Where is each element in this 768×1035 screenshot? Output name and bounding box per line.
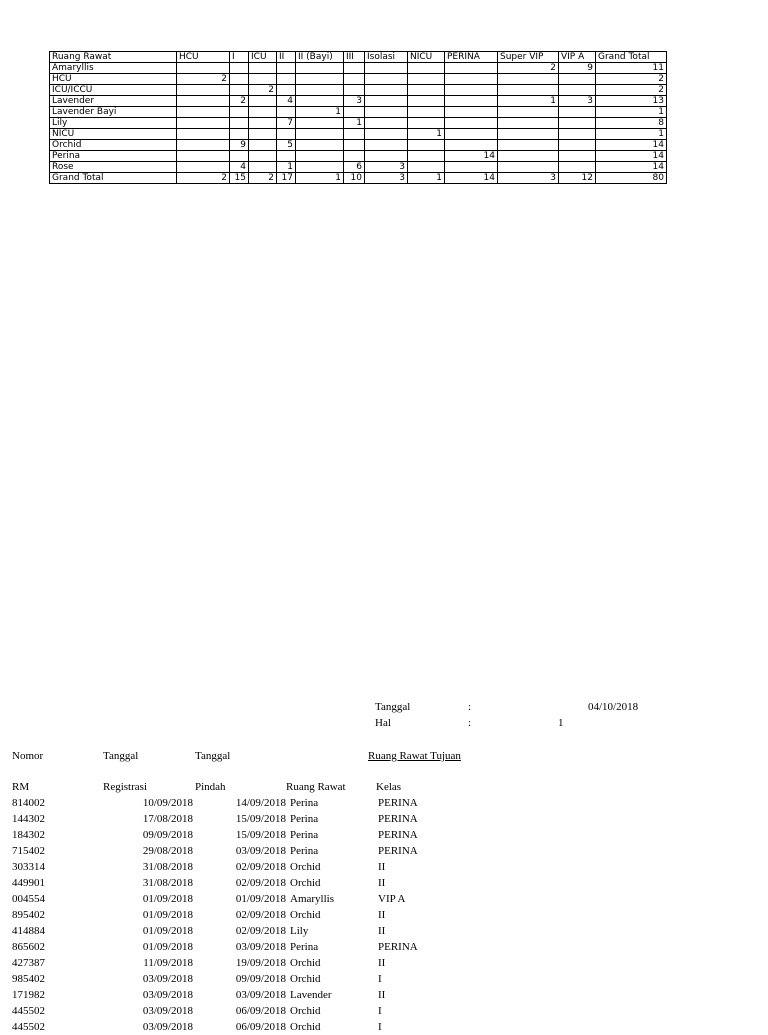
pivot-cell [230, 118, 249, 129]
registration-row [12, 971, 498, 987]
registration-row [12, 859, 498, 875]
registrasi-cell: 11/09/2018 [143, 957, 193, 969]
pivot-cell [344, 85, 365, 96]
pivot-cell [344, 129, 365, 140]
hal-value: 1 [558, 717, 564, 729]
pivot-cell: 11 [596, 63, 667, 74]
rm-cell: 814002 [12, 797, 45, 809]
pivot-cell [408, 96, 445, 107]
ruang-rawat-cell: Amaryllis [290, 893, 334, 905]
hal-colon: : [468, 717, 472, 729]
pivot-cell [296, 118, 344, 129]
pivot-cell [559, 107, 596, 118]
col-header-kelas: Kelas [376, 781, 402, 793]
pivot-cell: 13 [596, 96, 667, 107]
pivot-cell [277, 129, 296, 140]
pivot-cell: 1 [596, 129, 667, 140]
registration-row [12, 987, 498, 1003]
pivot-cell [498, 118, 559, 129]
rm-cell: 303314 [12, 861, 45, 873]
pivot-cell: 9 [559, 63, 596, 74]
pivot-cell [277, 63, 296, 74]
pivot-cell [344, 74, 365, 85]
pivot-cell [177, 129, 230, 140]
pivot-cell [445, 162, 498, 173]
pivot-cell [365, 107, 408, 118]
pivot-cell [498, 162, 559, 173]
pivot-cell: 1 [408, 173, 445, 184]
pivot-cell: 2 [230, 96, 249, 107]
pivot-cell [445, 118, 498, 129]
pivot-cell [498, 129, 559, 140]
pivot-cell [296, 96, 344, 107]
kelas-cell: II [378, 861, 386, 873]
pivot-cell: 2 [177, 74, 230, 85]
rm-cell: 171982 [12, 989, 45, 1001]
pivot-cell [445, 74, 498, 85]
pivot-cell [296, 74, 344, 85]
pivot-cell [249, 129, 277, 140]
pivot-cell [344, 63, 365, 74]
pivot-cell [365, 129, 408, 140]
pivot-cell [296, 129, 344, 140]
pivot-cell: 9 [230, 140, 249, 151]
pivot-cell [559, 162, 596, 173]
pivot-cell [296, 85, 344, 96]
pivot-cell [230, 85, 249, 96]
registration-row [12, 891, 498, 907]
registrasi-cell: 10/09/2018 [142, 797, 193, 809]
pindah-cell: 03/09/2018 [235, 989, 286, 1001]
rm-cell: 985402 [12, 973, 45, 985]
rm-cell: 445502 [12, 1005, 45, 1017]
col-header-ruang-tujuan: Ruang Rawat Tujuan [368, 750, 461, 762]
pivot-cell: 17 [277, 173, 296, 184]
ruang-rawat-cell: Perina [290, 813, 319, 825]
pivot-cell: 1 [596, 107, 667, 118]
kelas-cell: I [378, 1005, 382, 1017]
pivot-cell: 15 [230, 173, 249, 184]
pivot-cell: 2 [249, 173, 277, 184]
pivot-cell [408, 63, 445, 74]
registrasi-cell: 29/08/2018 [142, 845, 193, 857]
pivot-cell [365, 63, 408, 74]
pivot-cell [277, 74, 296, 85]
pindah-cell: 19/09/2018 [235, 957, 286, 969]
pindah-cell: 06/09/2018 [235, 1021, 286, 1033]
kelas-cell: I [378, 973, 382, 985]
pivot-cell [177, 96, 230, 107]
pivot-cell [296, 140, 344, 151]
pivot-cell: 5 [277, 140, 296, 151]
pindah-cell: 03/09/2018 [235, 941, 286, 953]
registrasi-cell: 01/09/2018 [142, 893, 193, 905]
pivot-cell: 3 [344, 96, 365, 107]
rm-cell: 004554 [12, 893, 45, 905]
pivot-cell: 2 [249, 85, 277, 96]
pivot-cell [445, 140, 498, 151]
registration-row [12, 843, 498, 859]
registration-row [12, 907, 498, 923]
registrasi-cell: 31/08/2018 [142, 861, 193, 873]
pivot-cell [177, 63, 230, 74]
pivot-row-label: Rose [50, 162, 177, 173]
pivot-cell [177, 85, 230, 96]
pivot-cell: 1 [296, 107, 344, 118]
pivot-cell [445, 107, 498, 118]
rm-cell: 184302 [12, 829, 45, 841]
ruang-rawat-cell: Orchid [290, 1021, 321, 1033]
pivot-cell: 10 [344, 173, 365, 184]
pindah-cell: 03/09/2018 [235, 845, 286, 857]
pindah-cell: 15/09/2018 [235, 829, 286, 841]
pivot-cell [408, 162, 445, 173]
col-header-pindah: Pindah [195, 781, 226, 793]
pivot-header-cell: II (Bayi) [296, 52, 344, 63]
pivot-cell [365, 151, 408, 162]
pivot-cell [230, 74, 249, 85]
pivot-cell [365, 140, 408, 151]
kelas-cell: II [378, 909, 386, 921]
pivot-header-cell: Isolasi [365, 52, 408, 63]
pivot-cell: 3 [498, 173, 559, 184]
registration-row [12, 875, 498, 891]
pivot-cell: 14 [596, 162, 667, 173]
rm-cell: 449901 [12, 877, 45, 889]
kelas-cell: PERINA [378, 797, 418, 809]
pivot-cell [445, 129, 498, 140]
pivot-row-label: Amaryllis [50, 63, 177, 74]
pivot-cell [344, 107, 365, 118]
registration-row [12, 939, 498, 955]
pivot-cell: 14 [445, 173, 498, 184]
pivot-cell [498, 140, 559, 151]
pivot-cell [249, 162, 277, 173]
pivot-cell: 2 [177, 173, 230, 184]
kelas-cell: PERINA [378, 813, 418, 825]
pivot-cell: 14 [596, 151, 667, 162]
pivot-row [50, 63, 667, 74]
registrasi-cell: 01/09/2018 [142, 941, 193, 953]
pivot-cell: 2 [498, 63, 559, 74]
pivot-cell: 14 [445, 151, 498, 162]
pivot-cell: 2 [596, 85, 667, 96]
pivot-row-label: ICU/ICCU [50, 85, 177, 96]
registration-row [12, 827, 498, 843]
pivot-cell [498, 107, 559, 118]
pivot-cell [559, 85, 596, 96]
pivot-header-cell: I [230, 52, 249, 63]
pivot-cell: 1 [498, 96, 559, 107]
rm-cell: 427387 [12, 957, 45, 969]
pindah-cell: 01/09/2018 [235, 893, 286, 905]
pivot-cell [365, 118, 408, 129]
pivot-cell [296, 162, 344, 173]
pivot-cell [559, 151, 596, 162]
pivot-cell [408, 74, 445, 85]
registrasi-cell: 03/09/2018 [142, 1021, 193, 1033]
kelas-cell: PERINA [378, 845, 418, 857]
kelas-cell: II [378, 877, 386, 889]
pivot-row-label: Perina [50, 151, 177, 162]
pivot-cell: 4 [277, 96, 296, 107]
pivot-cell: 4 [230, 162, 249, 173]
pivot-cell [445, 63, 498, 74]
pivot-cell: 2 [596, 74, 667, 85]
pivot-cell [365, 85, 408, 96]
registrasi-cell: 09/09/2018 [142, 829, 193, 841]
pindah-cell: 02/09/2018 [235, 925, 286, 937]
pivot-cell [559, 129, 596, 140]
pivot-header-cell: NICU [408, 52, 445, 63]
ruang-rawat-cell: Perina [290, 797, 319, 809]
kelas-cell: VIP A [378, 893, 406, 905]
rm-cell: 865602 [12, 941, 45, 953]
pivot-header-cell: ICU [249, 52, 277, 63]
pivot-cell [498, 74, 559, 85]
pivot-cell: 8 [596, 118, 667, 129]
pivot-cell [445, 96, 498, 107]
pivot-cell [177, 107, 230, 118]
pindah-cell: 06/09/2018 [235, 1005, 286, 1017]
pivot-cell: 3 [365, 162, 408, 173]
ruang-rawat-cell: Orchid [290, 909, 321, 921]
pivot-row [50, 74, 667, 85]
ruang-rawat-cell: Lily [290, 925, 309, 937]
registrasi-cell: 17/08/2018 [142, 813, 193, 825]
ruang-rawat-cell: Lavender [290, 989, 332, 1001]
pivot-cell [445, 85, 498, 96]
pivot-header-cell: Ruang Rawat [50, 52, 177, 63]
col-header-nomor: Nomor [12, 750, 44, 762]
pivot-row-label: Lavender Bayi [50, 107, 177, 118]
registrasi-cell: 01/09/2018 [142, 925, 193, 937]
pivot-row [50, 85, 667, 96]
pivot-cell [230, 129, 249, 140]
pivot-cell [408, 151, 445, 162]
pivot-header-cell: III [344, 52, 365, 63]
kelas-cell: II [378, 989, 386, 1001]
pivot-cell [249, 118, 277, 129]
pivot-cell: 3 [365, 173, 408, 184]
ruang-rawat-cell: Perina [290, 829, 319, 841]
pivot-cell [230, 151, 249, 162]
pivot-cell [296, 151, 344, 162]
rm-cell: 895402 [12, 909, 45, 921]
ruang-rawat-cell: Orchid [290, 957, 321, 969]
pivot-cell [177, 151, 230, 162]
pivot-cell [408, 118, 445, 129]
pivot-cell: 80 [596, 173, 667, 184]
pivot-cell [408, 140, 445, 151]
pivot-cell [559, 140, 596, 151]
pivot-cell: 1 [408, 129, 445, 140]
pivot-row-label: Lily [50, 118, 177, 129]
col-header-registrasi: Registrasi [103, 781, 147, 793]
rm-cell: 414884 [12, 925, 45, 937]
pivot-cell [344, 140, 365, 151]
registration-row [12, 955, 498, 971]
rm-cell: 445502 [12, 1021, 45, 1033]
pivot-cell [230, 107, 249, 118]
pivot-cell: 14 [596, 140, 667, 151]
pivot-cell [249, 151, 277, 162]
pivot-cell [177, 118, 230, 129]
pindah-cell: 09/09/2018 [235, 973, 286, 985]
pivot-row [50, 173, 667, 184]
pivot-cell [498, 85, 559, 96]
pivot-cell [296, 63, 344, 74]
pivot-cell: 12 [559, 173, 596, 184]
pivot-cell [408, 107, 445, 118]
pivot-cell [344, 151, 365, 162]
pivot-cell: 6 [344, 162, 365, 173]
registration-table [12, 795, 498, 1035]
pivot-cell [277, 151, 296, 162]
pivot-cell [177, 162, 230, 173]
pivot-row [50, 107, 667, 118]
pivot-cell: 1 [344, 118, 365, 129]
pivot-row-label: Grand Total [50, 173, 177, 184]
pivot-row [50, 151, 667, 162]
pivot-table [49, 51, 667, 184]
tanggal-colon: : [468, 701, 472, 713]
rm-cell: 715402 [12, 845, 45, 857]
pivot-header-cell: Grand Total [596, 52, 667, 63]
pivot-cell [408, 85, 445, 96]
pivot-cell [177, 140, 230, 151]
ruang-rawat-cell: Orchid [290, 877, 321, 889]
kelas-cell: II [378, 925, 386, 937]
pindah-cell: 15/09/2018 [235, 813, 286, 825]
ruang-rawat-cell: Orchid [290, 1005, 321, 1017]
registrasi-cell: 03/09/2018 [142, 973, 193, 985]
ruang-rawat-cell: Orchid [290, 973, 321, 985]
pivot-cell [365, 74, 408, 85]
registrasi-cell: 03/09/2018 [142, 1005, 193, 1017]
pivot-cell [277, 85, 296, 96]
registration-row [12, 1003, 498, 1019]
registrasi-cell: 31/08/2018 [142, 877, 193, 889]
pivot-row [50, 162, 667, 173]
pivot-row-label: NICU [50, 129, 177, 140]
pivot-row-label: Lavender [50, 96, 177, 107]
pindah-cell: 14/09/2018 [235, 797, 286, 809]
col-header-rm: RM [12, 781, 30, 793]
pivot-row-label: HCU [50, 74, 177, 85]
ruang-rawat-cell: Orchid [290, 861, 321, 873]
hal-label: Hal [375, 717, 391, 729]
registration-row [12, 795, 498, 811]
kelas-cell: PERINA [378, 829, 418, 841]
kelas-cell: II [378, 957, 386, 969]
kelas-cell: I [378, 1021, 382, 1033]
pivot-cell [249, 74, 277, 85]
pivot-header-cell: VIP A [559, 52, 596, 63]
pivot-cell: 1 [296, 173, 344, 184]
registration-row [12, 811, 498, 827]
pivot-cell [230, 63, 249, 74]
pindah-cell: 02/09/2018 [235, 909, 286, 921]
pivot-header-cell: HCU [177, 52, 230, 63]
pivot-header-cell: II [277, 52, 296, 63]
pivot-row [50, 96, 667, 107]
pivot-header-cell: PERINA [445, 52, 498, 63]
pindah-cell: 02/09/2018 [235, 877, 286, 889]
pivot-header-cell: Super VIP [498, 52, 559, 63]
pivot-row [50, 140, 667, 151]
ruang-rawat-cell: Perina [290, 941, 319, 953]
registration-row [12, 923, 498, 939]
registrasi-cell: 03/09/2018 [142, 989, 193, 1001]
pivot-header-row [50, 52, 667, 63]
pivot-cell [559, 74, 596, 85]
pivot-cell [559, 118, 596, 129]
pivot-cell [249, 107, 277, 118]
pivot-cell: 7 [277, 118, 296, 129]
kelas-cell: PERINA [378, 941, 418, 953]
pivot-row [50, 118, 667, 129]
registrasi-cell: 01/09/2018 [142, 909, 193, 921]
pivot-cell [249, 63, 277, 74]
tanggal-value: 04/10/2018 [588, 701, 639, 713]
pivot-cell [249, 96, 277, 107]
pivot-cell [277, 107, 296, 118]
pivot-cell [365, 96, 408, 107]
col-header-ruang-rawat: Ruang Rawat [286, 781, 346, 793]
registration-row [12, 1019, 498, 1035]
rm-cell: 144302 [12, 813, 45, 825]
tanggal-label: Tanggal [375, 701, 411, 713]
col-header-tanggal-1: Tanggal [103, 750, 139, 762]
col-header-tanggal-2: Tanggal [195, 750, 231, 762]
pivot-cell: 1 [277, 162, 296, 173]
pivot-row [50, 129, 667, 140]
ruang-rawat-cell: Perina [290, 845, 319, 857]
pivot-row-label: Orchid [50, 140, 177, 151]
pivot-cell [249, 140, 277, 151]
pindah-cell: 02/09/2018 [235, 861, 286, 873]
pivot-cell: 3 [559, 96, 596, 107]
pivot-cell [498, 151, 559, 162]
